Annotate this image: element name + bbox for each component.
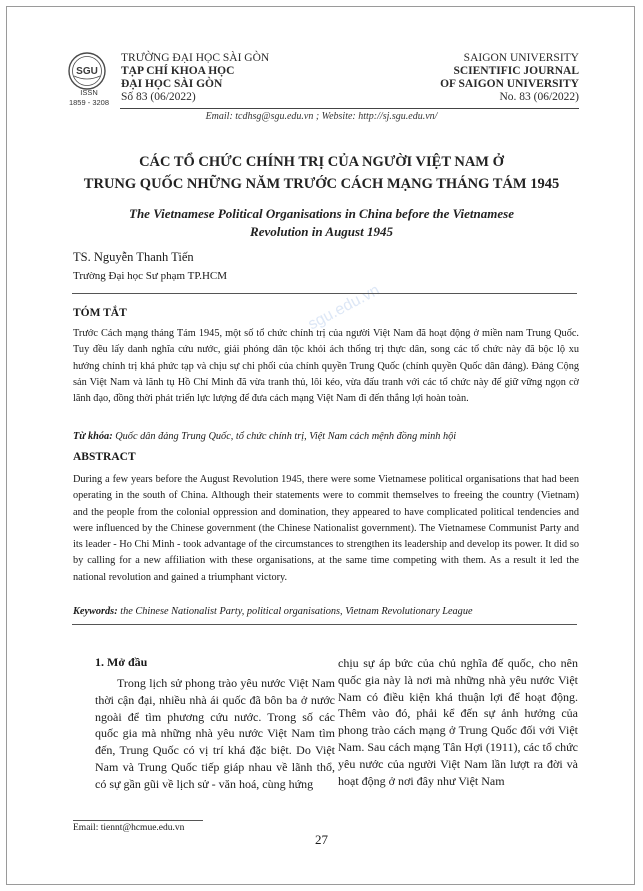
header-university-en: SAIGON UNIVERSITY: [463, 52, 579, 64]
keywords-en: [73, 604, 579, 620]
header-journal-en-2: OF SAIGON UNIVERSITY: [440, 78, 579, 90]
header-journal-vi-1: TẠP CHÍ KHOA HỌC: [121, 65, 235, 77]
keywords-vi-list: Quốc dân đảng Trung Quốc, tổ chức chính trị, Việt Nam cách mệnh đồng minh hội: [115, 431, 457, 442]
section-heading: 1. Mở đầu: [95, 655, 148, 669]
abstract-vi-text: Trước Cách mạng tháng Tám 1945, một số tổ chức chính trị của người Việt Nam đã hoạt động ở miền nam Trung Quốc. Tuy đều lấy danh nghĩa cứu nước, giải phóng dân tộc khỏi ách thống trị thực dân, song các tổ chức này đã bộc lộ xu hướng chính trị khá phức tạp và chịu sự chi phối của chính quyền Trung Quốc (chính quyền Quốc dân đảng). Đảng Cộng sản Việt Nam và lãnh tụ Hồ Chí Minh đã vừa tranh thủ, lôi kéo, vừa đấu tranh với các tổ chức này để giữ vững ngọn cờ lãnh đạo, đồng thời phát triển lực lượng để đưa cách mạng Việt Nam đi đến thắng lợi hoàn toàn.: [73, 328, 579, 405]
logo-text: SGU: [76, 66, 98, 77]
keywords-en-list: the Chinese Nationalist Party, political organisations, Vietnam Revolutionary League: [120, 606, 473, 617]
watermark: sgu.edu.vn: [305, 281, 383, 334]
keywords-vi-label: Từ khóa:: [73, 431, 113, 442]
title-en-line1: The Vietnamese Political Organisations in China before the Vietnamese: [129, 206, 514, 221]
header-university-vi: TRƯỜNG ĐẠI HỌC SÀI GÒN: [121, 52, 270, 64]
header-divider: [120, 108, 579, 109]
title-en-line2: Revolution in August 1945: [250, 224, 393, 239]
body-column-right: chịu sự áp bức của chủ nghĩa đế quốc, cho nên quốc gia này là nơi mà những nhà yêu nước Việt Nam có điều kiện khá thuận lợi để hoạt động. Thêm vào đó, phải kể đến sự ảnh hưởng của phong trào cách mạng ở Trung Quốc đối với Việt Nam. Sau cách mạng Tân Hợi (1911), các tổ chức yêu nước của người Việt Nam lần lượt ra đời và hoạt động ở nơi đây như Việt Nam: [338, 656, 578, 788]
header-journal-vi-2: ĐẠI HỌC SÀI GÒN: [121, 78, 223, 90]
title-vi-line1: CÁC TỔ CHỨC CHÍNH TRỊ CỦA NGƯỜI VIỆT NAM Ở: [139, 154, 504, 170]
footnote-divider: [73, 820, 203, 821]
author-name: TS. Nguyễn Thanh Tiến: [73, 250, 194, 264]
divider-abstract-vi: [72, 293, 577, 294]
author-affiliation: Trường Đại học Sư phạm TP.HCM: [73, 270, 228, 282]
header-journal-en-1: SCIENTIFIC JOURNAL: [453, 65, 579, 77]
keywords-en-label: Keywords:: [73, 606, 118, 617]
abstract-en-text: During a few years before the August Revolution 1945, there were some Vietnamese political organisations that had been operating in the south of China. Although their statements were to commit themselves to freeing the country (Vietnam) and the people from the colonial oppression and domination, they appeared to have complicated political tendencies and were influenced by the Chinese government (the Chinese Nationalist government). The Vietnamese Communist Party and its leader - Ho Chi Minh - took advantage of the circumstances to strengthen its leadership and develop its power. It did so by calling for a new affiliation with these organisations, at the same time competing with them. As a result it led the national revolution and gained a triumphant victory.: [73, 474, 579, 583]
header-contact: Email: tcdhsg@sgu.edu.vn ; Website: http://sj.sgu.edu.vn/: [205, 111, 438, 122]
footnote-email: Email: tiennt@hcmue.edu.vn: [73, 823, 185, 833]
article-title-vi: [40, 151, 603, 195]
body-column-left: Trong lịch sử phong trào yêu nước Việt Nam thời cận đại, nhiều nhà ái quốc đã bôn ba ở nước ngoài để tìm phương cứu nước. Trong số các quốc gia mà những nhà yêu nước Việt Nam tìm đến, Trung Quốc có vị trí khá đặc biệt. Do Việt Nam và Trung Quốc tiếp giáp nhau về lãnh thổ, có sự gần gũi về lịch sử - văn hoá, cùng hứng: [95, 676, 335, 791]
page-number: 27: [315, 832, 328, 847]
header-left: [121, 52, 269, 104]
header-issue-en: No. 83 (06/2022): [499, 91, 579, 103]
header-right: [440, 52, 579, 104]
keywords-vi: [73, 429, 579, 445]
issn-label: ISSN: [80, 88, 98, 97]
issn-value: 1859 - 3208: [68, 98, 110, 107]
article-title-en: [40, 205, 603, 241]
title-vi-line2: TRUNG QUỐC NHỮNG NĂM TRƯỚC CÁCH MẠNG THÁNG TÁM 1945: [83, 176, 560, 192]
abstract-en-heading: ABSTRACT: [73, 451, 136, 463]
abstract-vi-heading: TÓM TẮT: [73, 307, 127, 319]
header-issue-vi: Số 83 (06/2022): [121, 91, 196, 103]
divider-body: [72, 624, 577, 625]
sgu-logo: [68, 52, 106, 90]
issn-block: [60, 88, 118, 108]
